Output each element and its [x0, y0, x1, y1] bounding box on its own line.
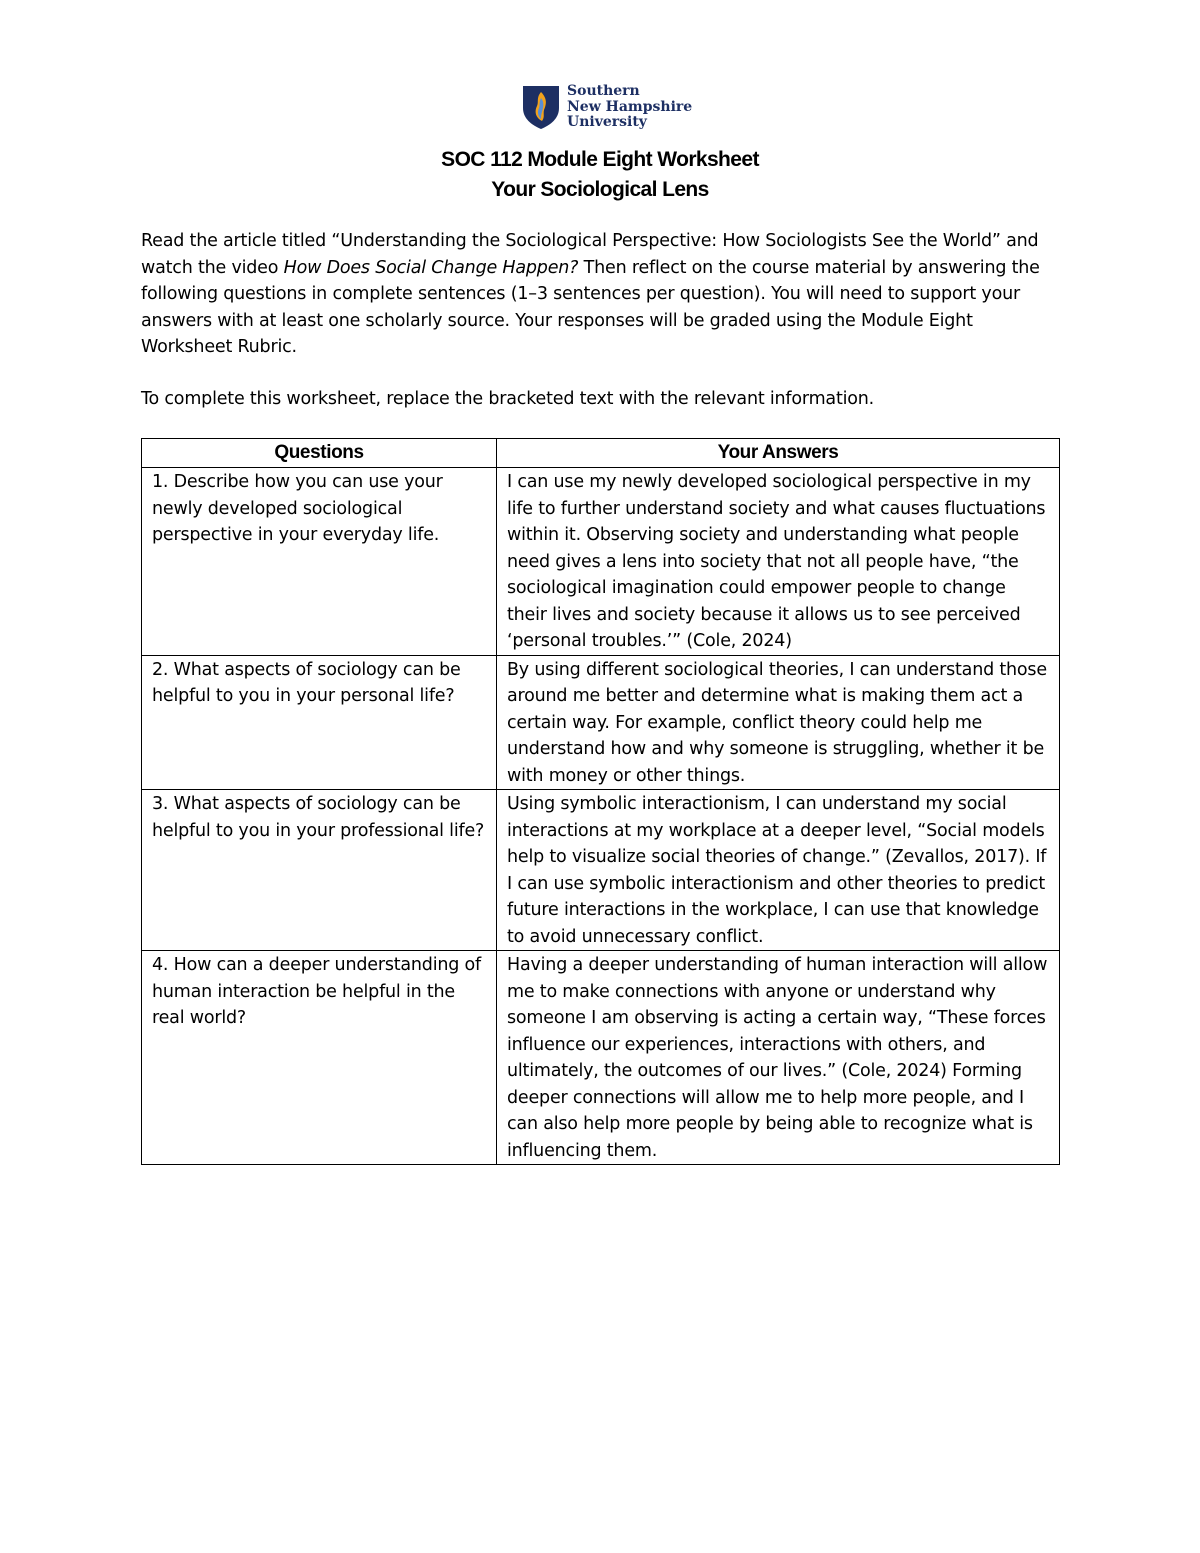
document-title: SOC 112 Module Eight Worksheet — [441, 148, 759, 171]
table-row — [142, 655, 1060, 790]
table-row — [142, 790, 1060, 951]
video-title: How Does Social Change Happen? — [283, 257, 579, 278]
logo-line-2: New Hampshire — [567, 98, 693, 115]
university-logo — [522, 84, 692, 131]
logo-line-1: Southern — [567, 83, 640, 99]
answer-cell[interactable]: Using symbolic interactionism, I can understand my social interactions at my workplace at a deeper level, “Social models help to visualize social theories of change.” (Zevallos, 2017). If I can use symbolic interactionism and other theories to predict future interactions in the workplace, I can use that knowledge to avoid unnecessary conflict. — [497, 790, 1060, 951]
questions-header: Questions — [142, 439, 497, 468]
answers-header: Your Answers — [497, 439, 1060, 468]
question-cell: 3. What aspects of sociology can be helpful to you in your professional life? — [142, 790, 497, 951]
document-title-block — [0, 145, 1200, 205]
document-subtitle: Your Sociological Lens — [491, 178, 709, 201]
answer-cell[interactable]: Having a deeper understanding of human interaction will allow me to make connections with anyone or understand why someone I am observing is acting a certain way, “These forces influence our experiences, interactions with others, and ultimately, the outcomes of our lives.” (Cole, 2024) Forming deeper connections will allow me to help more people, and I can also help more people by being able to recognize what is influencing them. — [497, 951, 1060, 1165]
table-header-row — [142, 439, 1060, 468]
intro-text-part1: Read the article titled “Understanding the Sociological Perspective: How Sociologists See the World” and watch the video — [141, 231, 1039, 278]
answer-cell[interactable]: I can use my newly developed sociological perspective in my life to further understand society and what causes fluctuations within it. Observing society and understanding what people need gives a lens into society that not all people have, “the sociological imagination could empower people to change their lives and society because it allows us to see perceived ‘personal troubles.’” (Cole, 2024) — [497, 468, 1060, 656]
question-cell: 1. Describe how you can use your newly developed sociological perspective in your everyday life. — [142, 468, 497, 656]
question-cell: 4. How can a deeper understanding of human interaction be helpful in the real world? — [142, 951, 497, 1165]
answer-cell[interactable]: By using different sociological theories, I can understand those around me better and determine what is making them act a certain way. For example, conflict theory could help me understand how and why someone is struggling, whether it be with money or other things. — [497, 655, 1060, 790]
university-name — [567, 84, 692, 131]
table-row — [142, 951, 1060, 1165]
intro-text-part2: Then reflect on the course material by answering the following questions in complete sentences (1–3 sentences per question). You will need to support your answers with at least one scholarly source. Your responses will be graded using the Module Eight Worksheet Rubric. — [141, 257, 1040, 357]
question-cell: 2. What aspects of sociology can be helpful to you in your personal life? — [142, 655, 497, 790]
intro-paragraph — [141, 228, 1066, 361]
shield-flame-icon — [522, 84, 560, 130]
instructions-paragraph: To complete this worksheet, replace the bracketed text with the relevant information. — [141, 389, 875, 409]
logo-line-3: University — [567, 114, 647, 130]
table-row — [142, 468, 1060, 656]
questions-table — [141, 438, 1060, 1165]
